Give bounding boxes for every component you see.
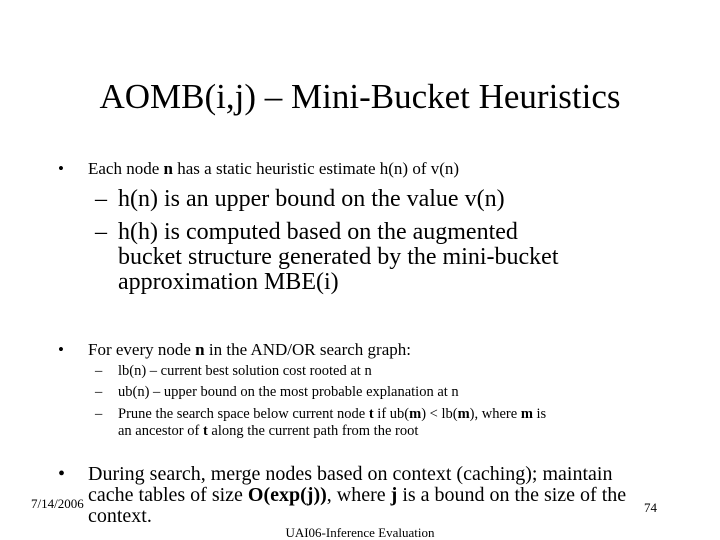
bullet-1-pre: Each node (88, 159, 164, 178)
sub-bullet-2-3 (95, 406, 665, 440)
bullet-3-text (88, 464, 626, 527)
bullet-3-line3: context. (88, 505, 152, 527)
prune-text-e: ) < lb( (421, 406, 458, 422)
bullet-dot: • (58, 340, 64, 359)
sub-bullet-1-2-line2: bucket structure generated by the mini-bucket (118, 244, 559, 270)
bullet-2-bold: n (195, 340, 205, 359)
bullet-2-pre: For every node (88, 340, 196, 359)
prune-text-f: m (457, 406, 470, 422)
sub-bullet-2-2-text: ub(n) – upper bound on the most probable explanation at n (118, 384, 459, 400)
prune-text-i: is (532, 406, 547, 422)
footer-center: UAI06-Inference Evaluation (285, 525, 435, 540)
bullet-3-line1: During search, merge nodes based on context (caching); maintain (88, 463, 613, 485)
dash-mark: – (95, 384, 103, 400)
prune-text-d: m (409, 406, 422, 422)
dash-mark: – (95, 219, 107, 245)
bullet-3-line2-b: O(exp(j)) (247, 484, 327, 506)
bullet-dot: • (58, 159, 64, 178)
prune-text-h: m (520, 406, 533, 422)
sub-bullet-1-1 (95, 187, 655, 212)
sub-bullet-2-1-text: lb(n) – current best solution cost rooted at n (118, 363, 372, 379)
bullet-3-line2-a: cache tables of size (88, 484, 248, 506)
dash-mark: – (95, 186, 107, 212)
bullet-1-bold: n (163, 159, 173, 178)
bullet-3-line2-c: , where (326, 484, 391, 506)
bullet-3 (58, 464, 626, 527)
bullet-1-post: has a static heuristic estimate h(n) of v(n) (173, 159, 460, 178)
bullet-1 (58, 159, 459, 179)
bullet-2-post: in the AND/OR search graph: (204, 340, 411, 359)
prune-text-c: if ub( (373, 406, 410, 422)
prune-text-b: t (368, 406, 374, 422)
prune-line2-c: along the current path from the root (207, 423, 419, 439)
sub-bullet-1-2-line1: h(h) is computed based on the augmented (118, 219, 518, 245)
prune-text-g: ), where (469, 406, 521, 422)
sub-bullet-1-1-text: h(n) is an upper bound on the value v(n) (118, 186, 505, 212)
dash-mark: – (95, 406, 103, 422)
sub-bullet-1-2 (95, 220, 655, 295)
bullet-2 (58, 340, 411, 360)
bullet-3-line2-e: is a bound on the size of the (397, 484, 627, 506)
prune-line2-b: t (202, 423, 208, 439)
sub-bullet-1-2-line3: approximation MBE(i) (118, 269, 339, 295)
footer-date: 7/14/2006 (31, 496, 84, 511)
bullet-dot: • (58, 463, 66, 485)
page-number: 74 (644, 500, 657, 515)
prune-text-a: Prune the search space below current node (118, 406, 369, 422)
bullet-1-text (88, 159, 459, 179)
bullet-2-text (88, 340, 411, 360)
bullet-3-line2-d: j (390, 484, 398, 506)
sub-bullet-2-2 (95, 384, 665, 401)
dash-mark: – (95, 363, 103, 379)
sub-bullet-2-1 (95, 363, 665, 380)
slide-title: AOMB(i,j) – Mini-Bucket Heuristics (99, 77, 621, 116)
prune-line2-a: an ancestor of (118, 423, 203, 439)
sub-bullet-2-3-text (118, 406, 546, 440)
